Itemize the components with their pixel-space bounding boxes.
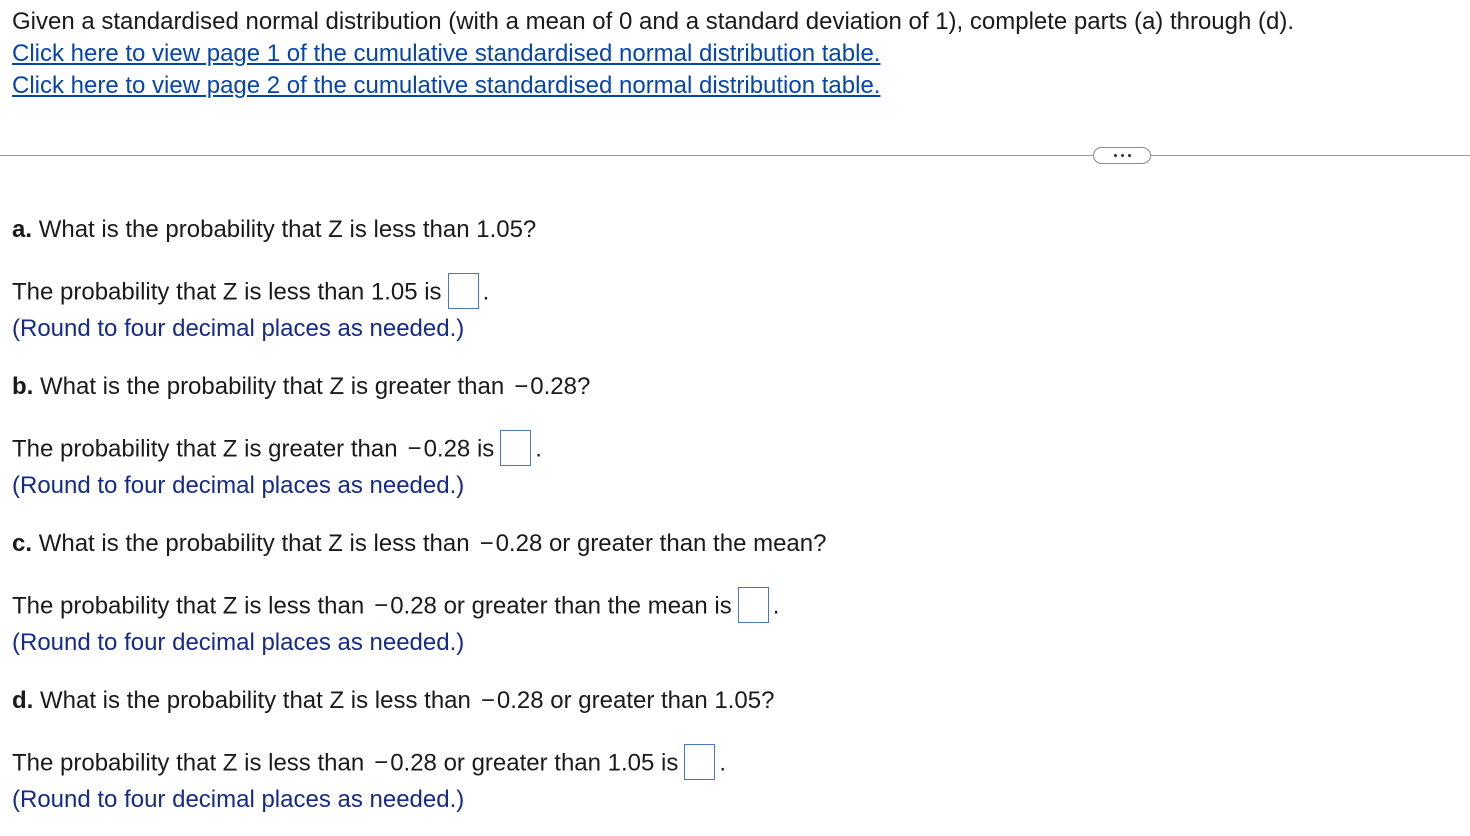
answer-c-text: The probability that Z is less than: [12, 592, 365, 620]
answer-a-input[interactable]: [448, 273, 479, 309]
question-c-value: 0.28 or greater than the mean?: [495, 530, 827, 557]
answer-d-sign: −: [374, 749, 389, 777]
hint-a: (Round to four decimal places as needed.): [12, 315, 465, 342]
question-c: [12, 529, 826, 559]
answer-d-input[interactable]: [684, 744, 715, 780]
question-d-value: 0.28 or greater than 1.05?: [496, 687, 775, 714]
answer-c-period: .: [772, 592, 780, 620]
question-d-sign: −: [480, 687, 495, 714]
question-a-text: What is the probability that Z is less than 1.05?: [38, 216, 537, 243]
question-d-letter: d.: [12, 687, 34, 714]
answer-c-input[interactable]: [738, 587, 769, 623]
hint-d: (Round to four decimal places as needed.): [12, 786, 465, 813]
instructions: [12, 6, 1294, 102]
answer-c-value-text: 0.28 or greater than the mean is: [390, 592, 732, 620]
table-page-2-link[interactable]: Click here to view page 2 of the cumulative standardised normal distribution table.: [12, 72, 881, 99]
question-c-sign: −: [479, 530, 494, 557]
answer-d-period: .: [719, 749, 727, 777]
more-options-button[interactable]: [1093, 147, 1151, 164]
question-d: [12, 686, 774, 716]
question-c-text: What is the probability that Z is less than: [38, 530, 470, 557]
answer-c-row: [12, 589, 779, 625]
table-page-1-link[interactable]: Click here to view page 1 of the cumulative standardised normal distribution table.: [12, 40, 881, 67]
answer-b-row: [12, 432, 542, 468]
more-options-icon: [1114, 154, 1117, 157]
answer-b-value-text: 0.28 is: [423, 435, 495, 463]
question-a: [12, 215, 536, 245]
answer-b-text: The probability that Z is greater than: [12, 435, 398, 463]
hint-b: (Round to four decimal places as needed.): [12, 472, 465, 499]
question-b-letter: b.: [12, 373, 34, 400]
question-b-text: What is the probability that Z is greater than: [40, 373, 505, 400]
hint-c: (Round to four decimal places as needed.): [12, 629, 465, 656]
instructions-text: Given a standardised normal distribution (with a mean of 0 and a standard deviation of 1), complete parts (a) through (d).: [12, 8, 1295, 35]
answer-b-input[interactable]: [500, 430, 531, 466]
question-b-value: 0.28?: [530, 373, 591, 400]
answer-a-text: The probability that Z is less than 1.05 is: [12, 278, 442, 306]
answer-a-row: [12, 275, 489, 311]
question-d-text: What is the probability that Z is less than: [40, 687, 471, 714]
question-c-letter: c.: [12, 530, 33, 557]
answer-d-text: The probability that Z is less than: [12, 749, 365, 777]
answer-d-row: [12, 746, 726, 782]
answer-d-value-text: 0.28 or greater than 1.05 is: [390, 749, 679, 777]
section-divider: [0, 155, 1470, 156]
question-b: [12, 372, 590, 402]
question-b-sign: −: [514, 373, 529, 400]
answer-b-period: .: [535, 435, 542, 463]
question-a-letter: a.: [12, 216, 33, 243]
answer-b-sign: −: [407, 435, 422, 463]
answer-c-sign: −: [374, 592, 389, 620]
answer-a-period: .: [482, 278, 490, 306]
